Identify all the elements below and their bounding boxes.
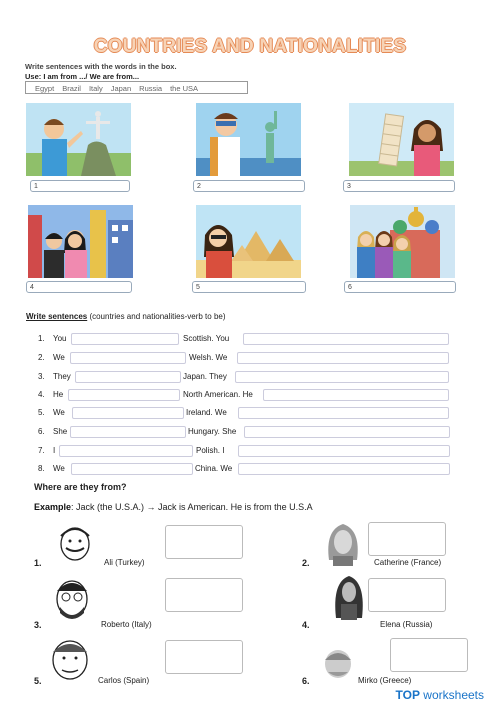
person-name-3: Roberto (Italy) [101, 620, 152, 629]
sentence-start: She [53, 427, 68, 436]
ali-face-illustration [52, 522, 98, 562]
sentence-blank-2[interactable] [238, 463, 450, 475]
sentence-row-3 [38, 370, 458, 384]
sentence-middle: Polish. I [196, 446, 225, 455]
sentence-blank-1[interactable] [68, 389, 180, 401]
word-box [25, 81, 248, 94]
answer-box-6[interactable] [344, 281, 456, 293]
elena-face-illustration [332, 572, 366, 620]
answer-number-6: 6 [348, 284, 352, 291]
sentence-middle: Japan. They [183, 372, 227, 381]
write-sentences-heading [26, 312, 226, 321]
sentence-start: They [53, 372, 71, 381]
topworksheets-logo [396, 688, 484, 702]
answer-box-ali[interactable] [165, 525, 243, 559]
sentence-number: 8. [38, 464, 45, 473]
sentence-middle: Welsh. We [189, 353, 228, 362]
person-name-2: Catherine (France) [374, 558, 442, 567]
person-number-4: 4. [302, 620, 310, 630]
mirko-face-illustration [318, 646, 358, 680]
answer-box-3[interactable] [343, 180, 455, 192]
sentence-number: 6. [38, 427, 45, 436]
answer-number-1: 1 [34, 183, 38, 190]
sentence-middle: Hungary. She [188, 427, 237, 436]
person-name-6: Mirko (Greece) [358, 676, 412, 685]
instructions-line-2: Use: I am from .../ We are from... [25, 72, 140, 81]
picture-5-pyramids [196, 205, 301, 278]
picture-1-rio [26, 103, 131, 176]
sentence-blank-1[interactable] [72, 407, 184, 419]
word-japan: Japan [110, 84, 132, 93]
sentence-start: We [53, 464, 65, 473]
sentence-row-5 [38, 406, 458, 420]
person-number-6: 6. [302, 676, 310, 686]
sentence-blank-2[interactable] [263, 389, 449, 401]
sentence-blank-1[interactable] [70, 426, 186, 438]
sentence-number: 3. [38, 372, 45, 381]
word-brazil: Brazil [62, 84, 81, 93]
sentence-row-4 [38, 388, 458, 402]
answer-box-catherine[interactable] [368, 522, 446, 556]
logo-top: TOP [395, 688, 420, 702]
person-name-5: Carlos (Spain) [98, 676, 150, 685]
example-label: Example [34, 502, 72, 512]
answer-number-5: 5 [196, 284, 200, 291]
sentence-number: 2. [38, 353, 45, 362]
sentence-start: We [53, 353, 65, 362]
sentence-blank-2[interactable] [238, 445, 450, 457]
answer-box-4[interactable] [26, 281, 132, 293]
person-number-3: 3. [34, 620, 42, 630]
sentence-blank-2[interactable] [235, 371, 449, 383]
sentence-row-2 [38, 351, 458, 365]
word-italy: Italy [88, 84, 103, 93]
person-name-4: Elena (Russia) [380, 620, 433, 629]
answer-box-elena[interactable] [368, 578, 446, 612]
answer-box-carlos[interactable] [165, 640, 243, 674]
roberto-face-illustration [46, 573, 98, 623]
sentence-start: He [53, 390, 64, 399]
sentence-blank-2[interactable] [238, 407, 449, 419]
instructions [25, 62, 177, 82]
example-line [34, 502, 313, 512]
sentence-middle: Scottish. You [183, 334, 230, 343]
picture-4-tokyo [28, 205, 133, 278]
where-heading: Where are they from? [34, 482, 127, 492]
write-sentences-heading-bold: Write sentences [26, 312, 88, 321]
sentence-row-8 [38, 462, 458, 476]
catherine-face-illustration [323, 520, 363, 566]
instructions-line-1: Write sentences with the words in the box. [25, 62, 177, 71]
sentence-start: You [53, 334, 67, 343]
sentence-blank-1[interactable] [71, 463, 193, 475]
person-name-1: Ali (Turkey) [104, 558, 145, 567]
person-number-5: 5. [34, 676, 42, 686]
answer-number-2: 2 [197, 183, 201, 190]
sentence-start: I [53, 446, 56, 455]
sentence-number: 1. [38, 334, 45, 343]
sentence-number: 7. [38, 446, 45, 455]
sentence-blank-1[interactable] [59, 445, 193, 457]
answer-number-4: 4 [30, 284, 34, 291]
sentence-middle: China. We [195, 464, 233, 473]
picture-3-pisa [349, 103, 454, 176]
answer-number-3: 3 [347, 183, 351, 190]
sentence-start: We [53, 408, 65, 417]
page-title: COUNTRIES AND NATIONALITIES [93, 36, 407, 57]
sentence-middle: Ireland. We [186, 408, 227, 417]
picture-6-moscow [350, 205, 455, 278]
logo-rest: worksheets [419, 688, 484, 702]
person-number-2: 2. [302, 558, 310, 568]
answer-box-roberto[interactable] [165, 578, 243, 612]
sentence-number: 5. [38, 408, 45, 417]
answer-box-mirko[interactable] [390, 638, 468, 672]
write-sentences-heading-rest: (countries and nationalities-verb to be) [87, 312, 226, 321]
word-russia: Russia [139, 84, 163, 93]
word-egypt: Egypt [35, 84, 55, 93]
answer-box-2[interactable] [193, 180, 305, 192]
carlos-face-illustration [42, 636, 98, 682]
sentence-row-7 [38, 444, 458, 458]
picture-2-new-york [196, 103, 301, 176]
answer-box-1[interactable] [30, 180, 130, 192]
sentence-middle: North American. He [183, 390, 253, 399]
sentence-blank-2[interactable] [237, 352, 449, 364]
sentence-blank-2[interactable] [243, 333, 449, 345]
sentence-blank-1[interactable] [71, 333, 179, 345]
word-the-usa: the USA [170, 84, 199, 93]
sentence-number: 4. [38, 390, 45, 399]
person-number-1: 1. [34, 558, 42, 568]
sentence-row-1 [38, 332, 458, 346]
sentence-row-6 [38, 425, 458, 439]
sentence-blank-1[interactable] [75, 371, 181, 383]
answer-box-5[interactable] [192, 281, 306, 293]
sentence-blank-2[interactable] [244, 426, 450, 438]
sentence-blank-1[interactable] [70, 352, 186, 364]
example-text: : Jack (the U.S.A.) → Jack is American. He is from the U.S.A [71, 502, 313, 512]
